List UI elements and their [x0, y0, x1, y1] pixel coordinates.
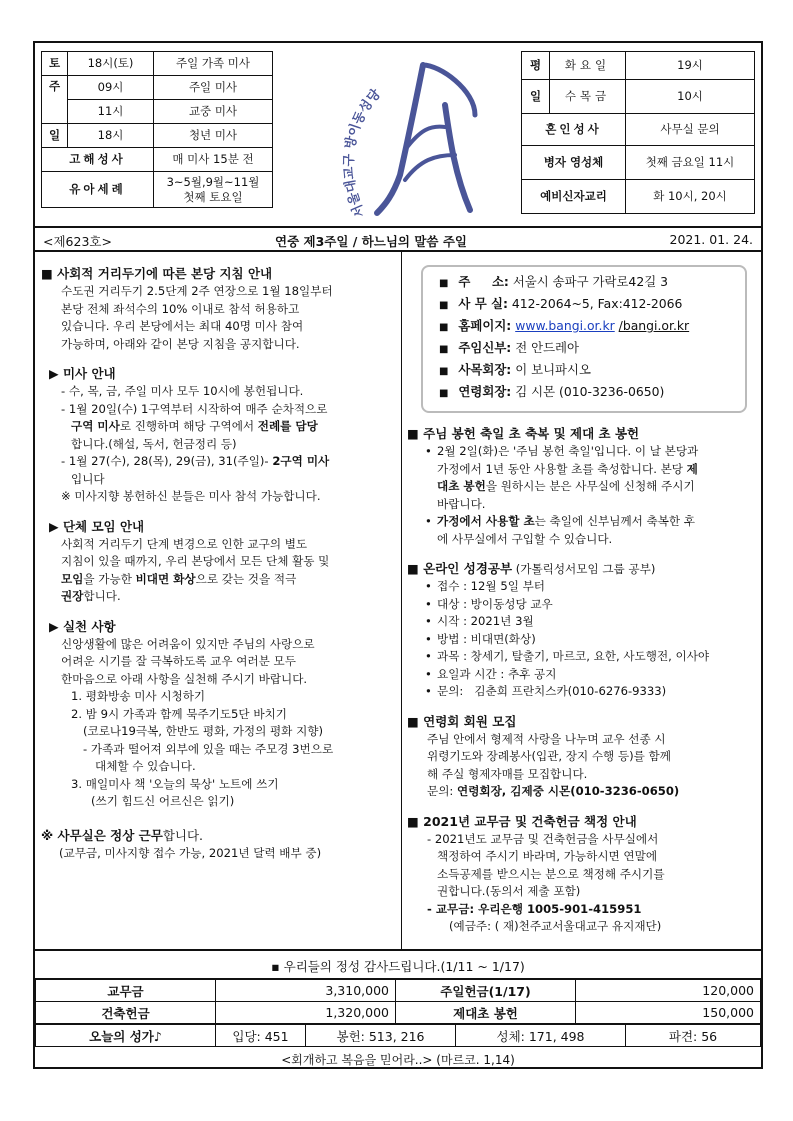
- candle-bold: 가정에서 사용할 초: [437, 514, 535, 528]
- hymn-entrance: 입당: 451: [216, 1025, 306, 1047]
- mass-info-section: [41, 365, 397, 506]
- candle-item: [425, 443, 757, 513]
- group-meeting-bold: 비대면 화상: [135, 571, 196, 586]
- pastoral-label: 사목회장:: [458, 362, 512, 377]
- bible-title: [407, 560, 757, 578]
- candle-text: 2월 2일(화)은 '주님 봉헌 축일'입니다. 이 날 본당과: [437, 444, 699, 458]
- practice-item: 1. 평화방송 미사 시청하기: [71, 689, 206, 703]
- marriage-value: 사무실 문의: [626, 114, 755, 146]
- svg-text:서울대교구 방이동성당: [342, 86, 384, 220]
- candle-section: [407, 425, 757, 548]
- parish-logo: [305, 45, 505, 225]
- mass-schedule-table: [41, 51, 273, 208]
- bible-item: • 대상 : 방이동성당 교우: [425, 596, 757, 614]
- funeral-society-text: 문의:: [427, 784, 457, 798]
- candle-text: 을 원하시는 분은 사무실에 신청해 주시기: [485, 479, 695, 493]
- distancing-line: 본당 전체 좌석수의 10% 이내로 참석 허용하고: [61, 301, 300, 316]
- bible-list: [407, 578, 757, 701]
- address-label: 주 소:: [458, 274, 509, 289]
- distancing-line: 있습니다. 우리 본당에서는 최대 40명 미사 참여: [61, 319, 304, 333]
- donation-line: 소득공제를 받으시는 분으로 책정해 주시기를: [437, 866, 665, 881]
- group-meeting-text: 합니다.: [83, 589, 121, 603]
- practice-item: 2. 밤 9시 가족과 함께 묵주기도5단 바치기: [71, 706, 287, 721]
- footer: [35, 949, 761, 1068]
- weekday-cell-2: 일: [522, 80, 550, 114]
- practice-sub: (코로나19극복, 한반도 평화, 가정의 평화 지향): [83, 724, 323, 738]
- address-value: 서울시 송파구 가락로42길 3: [512, 274, 668, 289]
- pastoral-row: [439, 360, 737, 382]
- offering-value: 1,320,000: [216, 1002, 396, 1024]
- distancing-line: 수도권 거리두기 2.5단계 2주 연장으로 1월 18일부터: [61, 284, 333, 298]
- funeral-society-line: 위령기도와 장례봉사(입관, 장지 수행 등)를 함께: [427, 749, 671, 763]
- infant-baptism-months: 3~5월,9월~11월: [166, 175, 260, 190]
- mass-info-text: - 1월 27(수), 28(목), 29(금), 31(주일)-: [61, 454, 273, 468]
- donation-section: [407, 813, 757, 936]
- group-meeting-line: 사회적 거리두기 단계 변경으로 인한 교구의 별도: [61, 536, 308, 551]
- issue-title: 연중 제3주일 / 하느님의 말씀 주일: [275, 234, 467, 249]
- priest-value: 전 안드레아: [515, 340, 579, 355]
- office-section: [41, 827, 397, 863]
- day-cell: 일: [42, 124, 68, 148]
- mass-info-line: 입니다: [71, 471, 105, 486]
- mass-cell: 교중 미사: [154, 100, 273, 124]
- practice-sub: 대체할 수 있습니다.: [95, 759, 196, 773]
- offering-label: 교무금: [36, 980, 216, 1002]
- mass-cell: 주일 미사: [154, 76, 273, 100]
- practice-item: 3. 매일미사 책 '오늘의 묵상' 노트에 쓰기: [71, 776, 279, 791]
- marriage-label: 혼인성사: [522, 114, 626, 146]
- distancing-title: ■ 사회적 거리두기에 따른 본당 지침 안내: [41, 266, 273, 281]
- pastoral-value: 이 보니파시오: [515, 362, 591, 377]
- bible-title-sub: (가톨릭성서모임 그룹 공부): [512, 562, 656, 576]
- office-label: 사 무 실:: [458, 296, 508, 311]
- logo-text: 서울대교구 방이동성당: [341, 86, 384, 220]
- bible-item: • 요일과 시간 : 추후 공지: [425, 666, 757, 684]
- catechism-label: 예비신자교리: [522, 180, 626, 214]
- office-title-bold: ※ 사무실은 정상 근무: [41, 827, 163, 843]
- practice-section: [41, 618, 397, 811]
- thanks-heading: ▪ 우리들의 정성 감사드립니다.(1/11 ~ 1/17): [35, 951, 761, 979]
- bible-item: • 과목 : 창세기, 탈출기, 마르코, 요한, 사도행전, 이사야: [425, 648, 757, 666]
- bible-item: • 접수 : 12월 5일 부터: [425, 578, 757, 596]
- weekday-days: 화요일: [550, 52, 626, 80]
- offering-value: 150,000: [576, 1002, 761, 1024]
- weekday-time: 19시: [626, 52, 755, 80]
- issue-bar: [35, 228, 761, 252]
- day-cell: 주: [42, 76, 68, 124]
- time-cell: 11시: [68, 100, 154, 124]
- bible-item: • 방법 : 비대면(화상): [425, 631, 757, 649]
- candle-text: 는 축일에 신부님께서 축복한 후: [534, 514, 696, 528]
- infant-baptism-day: 첫째 토요일: [183, 189, 243, 204]
- homepage-link[interactable]: www.bangi.or.kr: [515, 318, 615, 333]
- offering-table: [35, 979, 761, 1024]
- hymn-label: 오늘의 성가♪: [36, 1025, 216, 1047]
- column-divider: [401, 252, 402, 949]
- candle-bold: 제: [686, 461, 698, 476]
- bible-title-main: ■ 온라인 성경공부: [407, 561, 513, 576]
- infant-baptism-label: 유아세례: [42, 172, 154, 208]
- mass-info-bold: 구역 미사: [71, 419, 120, 433]
- offering-value: 3,310,000: [216, 980, 396, 1002]
- group-meeting-line: [41, 571, 397, 589]
- mass-info-line: - 1월 20일(수) 1구역부터 시작하여 매주 순차적으로: [61, 401, 328, 416]
- mass-info-note: ※ 미사지향 봉헌하신 분들은 미사 참석 가능합니다.: [61, 489, 321, 503]
- office-row: [439, 294, 737, 316]
- funeral-society-line: 주님 안에서 형제적 사랑을 나누며 교우 선종 시: [427, 731, 666, 746]
- donation-holder: (예금주: ( 재)천주교서울대교구 유지재단): [449, 919, 662, 933]
- funeral-society-title: ■ 연령회 회원 모집: [407, 713, 517, 729]
- candle-list: [407, 443, 757, 548]
- elder-value: 김 시몬 (010-3236-0650): [515, 384, 665, 399]
- mass-info-title: ▶ 미사 안내: [49, 366, 116, 381]
- infant-baptism-value: [154, 172, 273, 208]
- homepage-alt-link[interactable]: /bangi.or.kr: [618, 318, 690, 333]
- parish-info-box: [421, 265, 747, 413]
- mass-cell: 청년 미사: [154, 124, 273, 148]
- practice-sub: (쓰기 힘드신 어르신은 읽기): [91, 794, 235, 808]
- office-value: 412-2064~5, Fax:412-2066: [511, 296, 683, 311]
- sick-communion-label: 병자 영성체: [522, 146, 626, 180]
- practice-line: 신앙생활에 많은 어려움이 있지만 주님의 사랑으로: [61, 636, 315, 651]
- mass-cell: 주일 가족 미사: [154, 52, 273, 76]
- candle-text: 가정에서 1년 동안 사용할 초를 축성합니다. 본당: [437, 461, 687, 476]
- practice-title: ▶ 실천 사항: [49, 618, 116, 634]
- office-title-end: 합니다.: [162, 827, 204, 843]
- candle-text: 바랍니다.: [437, 496, 486, 511]
- weekday-time: 10시: [626, 80, 755, 114]
- mass-info-bold: 전례를 담당: [257, 419, 318, 433]
- mass-info-bold: 2구역 미사: [272, 454, 330, 468]
- priest-label: 주임신부:: [458, 340, 512, 355]
- group-meeting-title: ▶ 단체 모임 안내: [49, 518, 145, 534]
- mass-info-line: 합니다.(해설, 독서, 헌금정리 등): [71, 436, 237, 451]
- bible-item: • 시작 : 2021년 3월: [425, 613, 757, 631]
- offering-label: 제대초 봉헌: [396, 1002, 576, 1024]
- mass-info-line: [41, 418, 397, 436]
- practice-line: 한마음으로 아래 사항을 실천해 주시기 바랍니다.: [61, 671, 308, 686]
- donation-line: - 2021년도 교무금 및 건축헌금을 사무실에서: [427, 831, 659, 846]
- candle-text: 에 사무실에서 구입할 수 있습니다.: [437, 531, 613, 546]
- office-title: [41, 827, 397, 845]
- confession-value: 매 미사 15분 전: [154, 148, 273, 172]
- sick-communion-value: 첫째 금요일 11시: [626, 146, 755, 180]
- group-meeting-line: 지침이 있을 때까지, 우리 본당에서 모든 단체 활동 및: [61, 554, 330, 568]
- hymn-communion: 성체: 171, 498: [456, 1025, 626, 1047]
- group-meeting-text: 을 가능한: [83, 571, 136, 586]
- confession-label: 고해성사: [42, 148, 154, 172]
- time-cell: 09시: [68, 76, 154, 100]
- offering-label: 건축헌금: [36, 1002, 216, 1024]
- candle-title: ■ 주님 봉헌 축일 초 축복 및 제대 초 봉헌: [407, 426, 640, 441]
- office-sub: (교무금, 미사지향 접수 가능, 2021년 달력 배부 중): [59, 845, 322, 860]
- left-column: [41, 265, 397, 874]
- time-cell: 18시: [68, 124, 154, 148]
- homepage-label: 홈페이지:: [458, 318, 512, 333]
- priest-row: [439, 338, 737, 360]
- group-meeting-line: [41, 588, 397, 606]
- issue-date: 2021. 01. 24.: [669, 232, 753, 247]
- mass-info-text: 로 진행하며 해당 구역에서: [119, 419, 258, 433]
- group-meeting-text: 으로 갖는 것을 적극: [195, 571, 297, 586]
- offering-label: 주일헌금(1/17): [396, 980, 576, 1002]
- right-column: [407, 265, 757, 948]
- mass-info-line: [41, 453, 397, 471]
- day-cell: 토: [42, 52, 68, 76]
- gospel-verse: <회개하고 복음을 믿어라..> (마르코. 1,14): [281, 1053, 515, 1067]
- parish-logo-icon: [305, 45, 505, 225]
- candle-item: [425, 513, 757, 548]
- bible-section: [407, 560, 757, 701]
- catechism-value: 화 10시, 20시: [626, 180, 755, 214]
- funeral-society-line: [407, 783, 757, 801]
- funeral-society-contact: 연령회장, 김제중 시몬(010-3236-0650): [457, 784, 680, 798]
- address-row: [439, 272, 737, 294]
- donation-line: 책정하여 주시기 바라며, 가능하시면 연말에: [437, 849, 658, 863]
- elder-label: 연령회장:: [458, 384, 512, 399]
- bulletin-frame: [33, 41, 763, 1069]
- hymn-recessional: 파견: 56: [626, 1025, 761, 1047]
- hymn-table: [35, 1024, 761, 1047]
- group-meeting-section: [41, 518, 397, 606]
- funeral-society-section: [407, 713, 757, 801]
- issue-number: <제623호>: [43, 234, 112, 249]
- group-meeting-bold: 모임: [61, 571, 84, 586]
- sacrament-table: [521, 51, 755, 214]
- hymn-offertory: 봉헌: 513, 216: [306, 1025, 456, 1047]
- practice-line: 어려운 시기를 잘 극복하도록 교우 여러분 모두: [61, 654, 296, 668]
- funeral-society-line: 해 주실 형제자매를 모집합니다.: [427, 766, 588, 781]
- time-cell: 18시(토): [68, 52, 154, 76]
- offering-value: 120,000: [576, 980, 761, 1002]
- donation-account: - 교무금: 우리은행 1005-901-415951: [427, 901, 642, 916]
- donation-line: 권합니다.(동의서 제출 포함): [437, 884, 581, 898]
- donation-title: ■ 2021년 교무금 및 건축헌금 책정 안내: [407, 813, 637, 829]
- weekday-cell-1: 평: [522, 52, 550, 80]
- distancing-line: 가능하며, 아래와 같이 본당 지침을 공지합니다.: [61, 336, 300, 351]
- bible-item: • 문의: 김춘희 프란치스카(010-6276-9333): [425, 683, 757, 701]
- candle-bold: 대초 봉헌: [437, 479, 486, 493]
- group-meeting-bold: 권장: [61, 589, 84, 603]
- mass-info-line: - 수, 목, 금, 주일 미사 모두 10시에 봉헌됩니다.: [61, 384, 304, 398]
- homepage-row: [439, 316, 737, 338]
- elder-row: [439, 382, 737, 404]
- practice-sub: - 가족과 떨어져 외부에 있을 때는 주모경 3번으로: [83, 741, 334, 756]
- weekday-days: 수목금: [550, 80, 626, 114]
- header: [35, 43, 761, 228]
- distancing-section: [41, 265, 397, 353]
